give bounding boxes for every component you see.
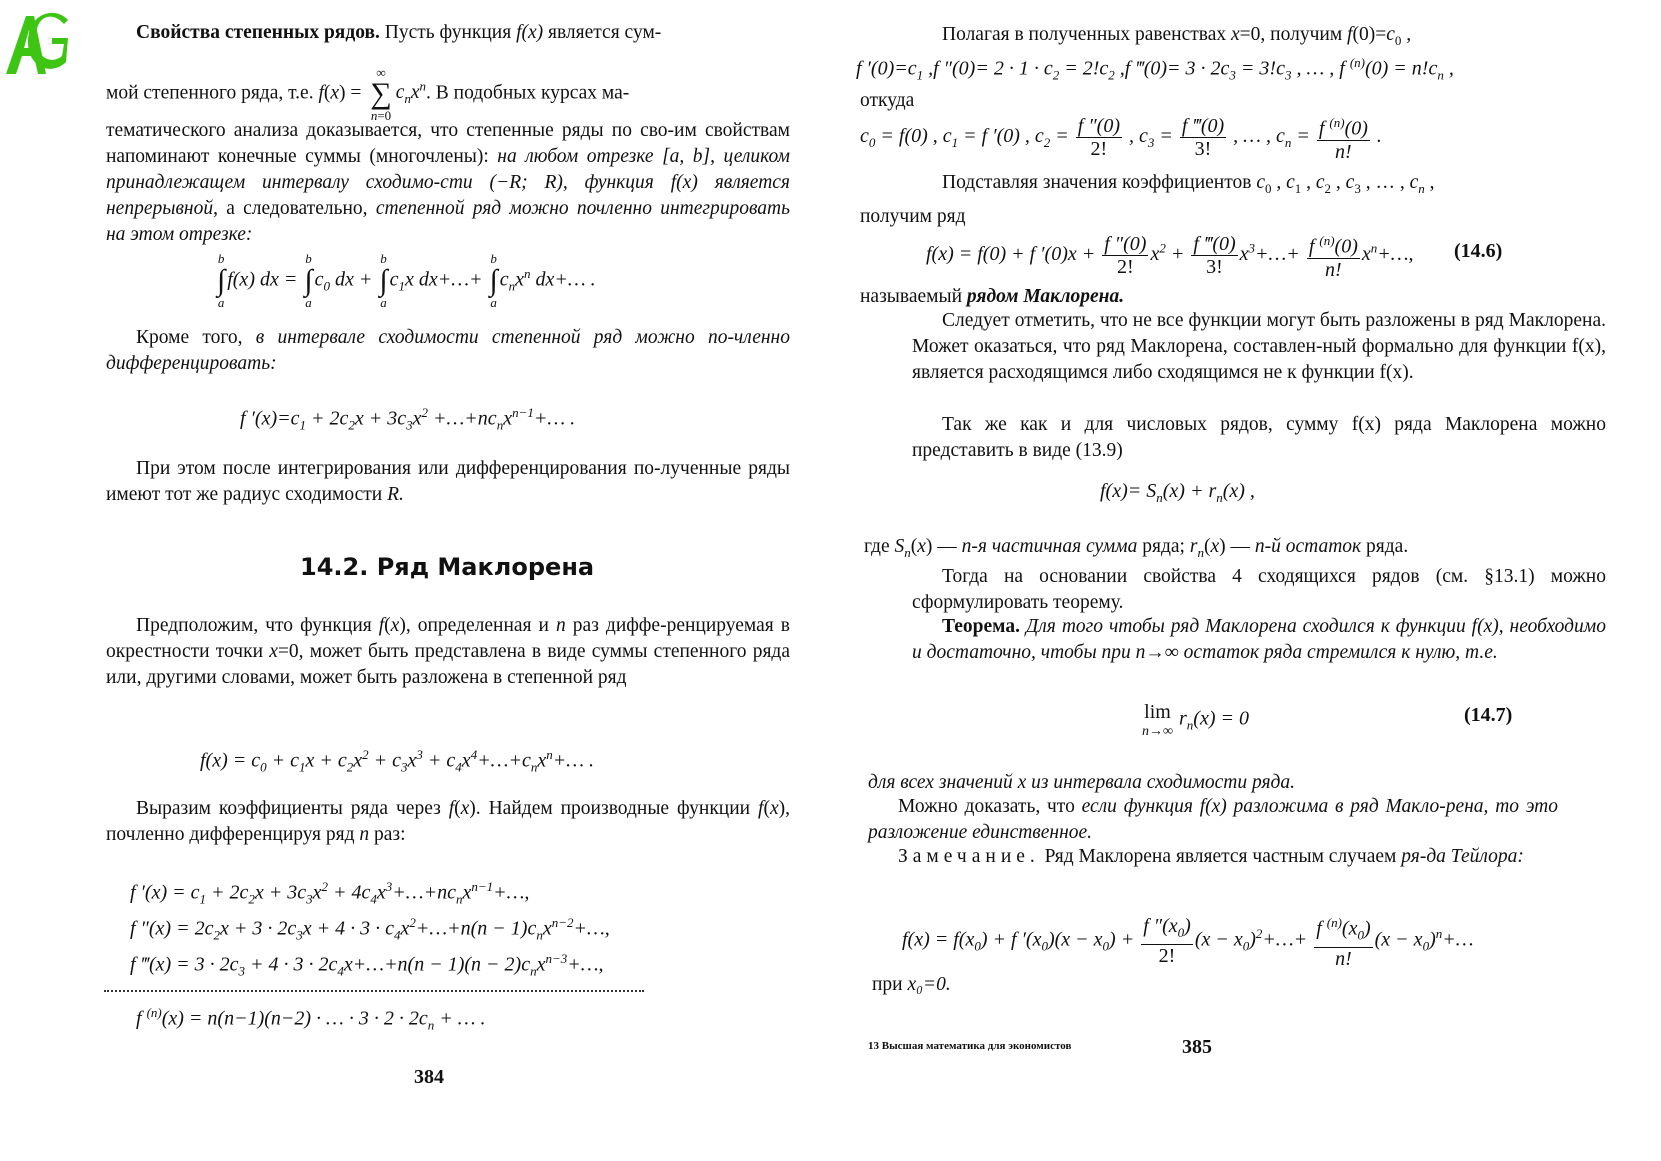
derivative-series-formula: f $'(x)=c_1 + 2c_2x + 3c_3x^2$ $+\dots+nc_nx^{n-1}+\dots$ .: [240, 405, 576, 433]
properties-paragraph-intro: Свойства степенных рядов. Пусть функция f(x) является сум-: [136, 22, 662, 43]
equation-number-14-6: (14.6): [1454, 240, 1503, 262]
uniqueness-paragraph: Можно доказать, что если функция f(x) разложима в ряд Макло-рена, то это разложение единственное.: [868, 796, 1558, 843]
section-heading: 14.2. Ряд Маклорена: [300, 553, 595, 581]
whence-label: откуда: [860, 90, 915, 111]
coefficients-paragraph: Выразим коэффициенты ряда через f(x). Найдем производные функции f(x), почленно дифференцируя ряд n раз:: [106, 798, 790, 845]
properties-paragraph-body: тематического анализа доказывается, что степенные ряды по сво-им свойствам напоминают конечные суммы (многочлены): на любом отрезке [a, b], целиком принадлежащем интервалу сходимо-сти (−R; R), функция f(x) является непрерывной, а следовательно, степенной ряд можно почленно интегрировать на этом отрезке:: [106, 120, 791, 245]
not-all-functions-paragraph: Следует отметить, что не все функции могут быть разложены в ряд Маклорена. Может оказаться, что ряд Маклорена, составлен-ный формально для функции f(x), является расходящимся либо сходящимся не к функции f(x).: [912, 310, 1606, 383]
taylor-series-formula: $f(x) = f(x_0) + f$ $'(x_0)(x - x_0)$ + $\frac{f ''(x_0)}{2!}$ $(x - x_0)^2+\dots+$ $\frac{f ^{(n)}(x_0)}{n!}$ $(x - x_0)^n+\dots$: [902, 912, 1474, 970]
where-definitions-line: где $S_n(x)$ — n-я частичная сумма ряда; $r_n(x)$ — n-й остаток ряда.: [864, 536, 1409, 560]
right-page: [830, 0, 1661, 1161]
nth-derivative-formula: f $^{(n)}$(x) = n(n−1)(n−2) · … · $3 \cdot 2 \cdot 2c_n$ + … .: [136, 1005, 486, 1033]
page-number-left: 384: [414, 1066, 444, 1088]
page-number-right: 385: [1182, 1036, 1212, 1058]
equation-number-14-7: (14.7): [1464, 704, 1513, 726]
theorem-paragraph: Теорема. Для того чтобы ряд Маклорена сходился к функции f(x), необходимо и достаточно, чтобы при n→∞ остаток ряда стремился к нулю, т.е.: [912, 616, 1606, 663]
sum-symbol: ∞ ∑ n=0: [370, 65, 392, 123]
integration-formula: b ∫ af(x) dx = b ∫ $ac_0$ dx + b ∫ $ac_1x$ dx+…+ b ∫ $ac_nx^n$ dx+… .: [217, 251, 596, 310]
properties-title: Свойства степенных рядов.: [136, 22, 380, 43]
partial-sum-paragraph: Так же как и для числовых рядов, сумму f(x) ряда Маклорена можно представить в виде (13.9): [912, 414, 1606, 461]
differentiation-paragraph: Кроме того, в интервале сходимости степенной ряд можно по-членно дифференцировать:: [106, 327, 790, 374]
properties-sum-line: мой степенного ряда, т.е. f(x) = ∞ ∑ $n=0c_nx^n$. В подобных курсах ма-: [106, 65, 630, 123]
power-series-formula: $f(x) = c_0 + c_1x + c_2x^2 + c_3x^3$ + $c_4x^4+\dots+c_nx^n+\dots$ .: [200, 747, 595, 775]
dotted-separator: [104, 990, 644, 992]
all-values-line: для всех значений x из интервала сходимости ряда.: [868, 772, 1296, 793]
substitution-paragraph: Подставляя значения коэффициентов $c_0$ , $c_1$ , $c_2$ , $c_3$ , … , $c_n$ ,: [942, 172, 1435, 196]
second-derivative-formula: f $''(x) = 2c_2x + 3 \cdot 2c_3x + 4 \cdot 3$ · $c_4x^2+\dots+n(n$ − $1)c_nx^{n-2}+\dots$,: [130, 915, 610, 943]
limit-formula: lim $n\to\infty r_n(x) = 0$: [1142, 701, 1249, 739]
derivatives-at-zero-formula: f $'(0)=c_1$ ,f $''(0)= 2 \cdot 1 \cdot c_2 = 2!c_2$ ,f ‴(0)= $3 \cdot 2c_3 = 3!c_3$ , … , f $^{(n)}(0) = n!c_n$ ,: [856, 55, 1454, 83]
then-theorem-paragraph: Тогда на основании свойства 4 сходящихся рядов (см. §13.1) можно сформулировать теорему.: [912, 566, 1606, 613]
third-derivative-formula: f ‴(x) = $3 \cdot 2c_3 + 4 \cdot 3$ · $2c_4x+\dots+n(n - 1)(n$ − $2)c_nx^{n-3}+\dots$,: [130, 951, 604, 979]
sum-remainder-formula: $f(x)= S_n(x) + r_n(x)$ ,: [1100, 480, 1255, 505]
coefficients-formula: $c_0 = f(0)$ , $c_1 = f$ ′(0) , $c_2$ = $\frac{f ''(0)}{2!}$ , $c_3$ = $\frac{f ‴(0)}{3!}$ , … , $c_n$ = $\frac{f ^{(n)}(0)}{n!}$ .: [860, 112, 1382, 163]
setting-x-zero-paragraph: Полагая в полученных равенствах x=0, получим $f(0)=c_0$ ,: [942, 24, 1412, 48]
maclaurin-definition-line: называемый рядом Маклорена.: [860, 286, 1125, 307]
radius-paragraph: При этом после интегрирования или дифференцирования по-лученные ряды имеют тот же радиус сходимости R.: [106, 458, 790, 505]
remark-paragraph: Замечание. Ряд Маклорена является частным случаем ря-да Тейлора:: [898, 846, 1524, 867]
first-derivative-formula: f $'(x) = c_1 + 2c_2x + 3c_3x^2$ + $4c_4x^3+\dots+nc_nx^{n-1}+\dots$,: [130, 879, 530, 907]
book-footer: 13 Высшая математика для экономистов: [868, 1040, 1072, 1052]
maclaurin-assumption-paragraph: Предположим, что функция f(x), определенная и n раз диффе-ренцируемая в окрестности точки x=0, может быть представлена в виде суммы степенного ряда или, другими словами, может быть разложена в степенной ряд: [106, 615, 790, 688]
left-page: [0, 0, 830, 1161]
x0-zero-line: при x₀=0.: [872, 974, 951, 995]
series-intro-label: получим ряд: [860, 206, 966, 227]
maclaurin-series-formula: f(x) = f(0) + f ′(0)x + $\frac{f ''(0)}{2!}$ $x^2$ + $\frac{f ‴(0)}{3!}$ $x^3+\dots+$ $\frac{f ^{(n)}(0)}{n!}$ $x^n+\dots$,: [926, 230, 1414, 281]
